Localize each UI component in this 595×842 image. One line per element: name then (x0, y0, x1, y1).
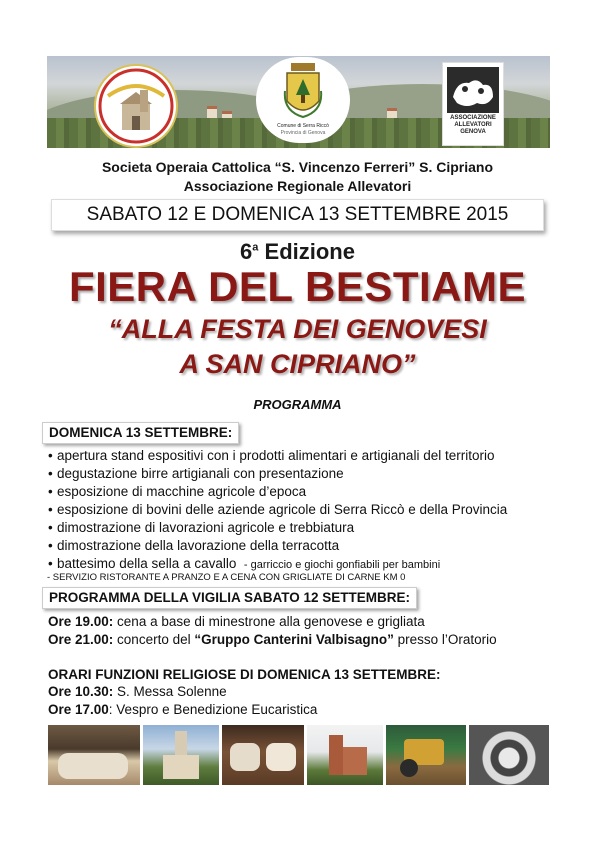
edition-label (0, 239, 595, 265)
church-photo-icon (143, 725, 219, 785)
list-item-extra: - garriccio e giochi gonfiabili per bambini (243, 559, 441, 571)
town-crest-icon (256, 57, 350, 143)
programma-heading: PROGRAMMA (253, 397, 342, 412)
cattle-photo-icon (48, 725, 140, 785)
list-item: • esposizione di bovini delle aziende agricole di Serra Riccò e della Provincia (48, 502, 508, 517)
event-dates: SABATO 12 E DOMENICA 13 SETTEMBRE 2015 (51, 199, 544, 231)
list-item: • esposizione di macchine agricole d’epoca (48, 484, 307, 499)
event-subtitle-line2: A SAN CIPRIANO” (179, 349, 416, 379)
vigil-row-2: Ore 21.00: concerto del “Gruppo Canterini Valbisagno” presso l’Oratorio (48, 632, 497, 647)
edition-number: 6 (240, 239, 253, 264)
crest-subcaption: Provincia di Genova (280, 130, 326, 136)
organizer-line-1: Societa Operaia Cattolica “S. Vincenzo Ferreri” S. Cipriano (101, 159, 494, 175)
list-item: • battesimo della sella a cavallo - garriccio e giochi gonfiabili per bambini (48, 556, 441, 571)
crest-caption: Comune di Serra Riccò (277, 123, 329, 129)
vigil-row-1: Ore 19.00: cena a base di minestrone alla genovese e grigliata (48, 614, 425, 629)
vigil-heading: PROGRAMMA DELLA VIGILIA SABATO 12 SETTEMBRE: (42, 587, 417, 609)
oxen-photo-icon (222, 725, 304, 785)
logo-right-line2: ALLEVATORI (454, 122, 492, 128)
list-item: • degustazione birre artigianali con presentazione (48, 466, 344, 481)
house-shape (207, 106, 217, 118)
mosaic-photo-icon (469, 725, 549, 785)
event-title: FIERA DEL BESTIAME (68, 263, 527, 310)
logo-right-line1: ASSOCIAZIONE (450, 115, 496, 121)
religious-row-2: Ore 17.00: Vespro e Benedizione Eucaristica (48, 702, 318, 717)
religious-heading: ORARI FUNZIONI RELIGIOSE DI DOMENICA 13 SETTEMBRE: (48, 667, 441, 682)
list-item: • dimostrazione di lavorazioni agricole e trebbiatura (48, 520, 355, 535)
logo-right-line3: GENOVA (460, 129, 486, 135)
edition-suffix: a (252, 241, 259, 254)
organizer-line-2: Associazione Regionale Allevatori (183, 178, 412, 194)
religious-row-1: Ore 10.30: S. Messa Solenne (48, 684, 227, 699)
edition-word: Edizione (264, 239, 355, 264)
tractor-photo-icon (386, 725, 466, 785)
list-item: • dimostrazione della lavorazione della terracotta (48, 538, 340, 553)
castle-photo-icon (307, 725, 383, 785)
sunday-heading: DOMENICA 13 SETTEMBRE: (42, 422, 239, 444)
event-subtitle-line1: “ALLA FESTA DEI GENOVESI (108, 314, 487, 344)
restaurant-note: - SERVIZIO RISTORANTE A PRANZO E A CENA CON GRIGLIATE DI CARNE KM 0 (47, 572, 406, 583)
list-item: • apertura stand espositivi con i prodotti alimentari e artigianali del territorio (48, 448, 495, 463)
church-emblem-icon (94, 64, 178, 148)
animals-logo-icon (442, 62, 504, 146)
sunday-list (48, 447, 568, 574)
